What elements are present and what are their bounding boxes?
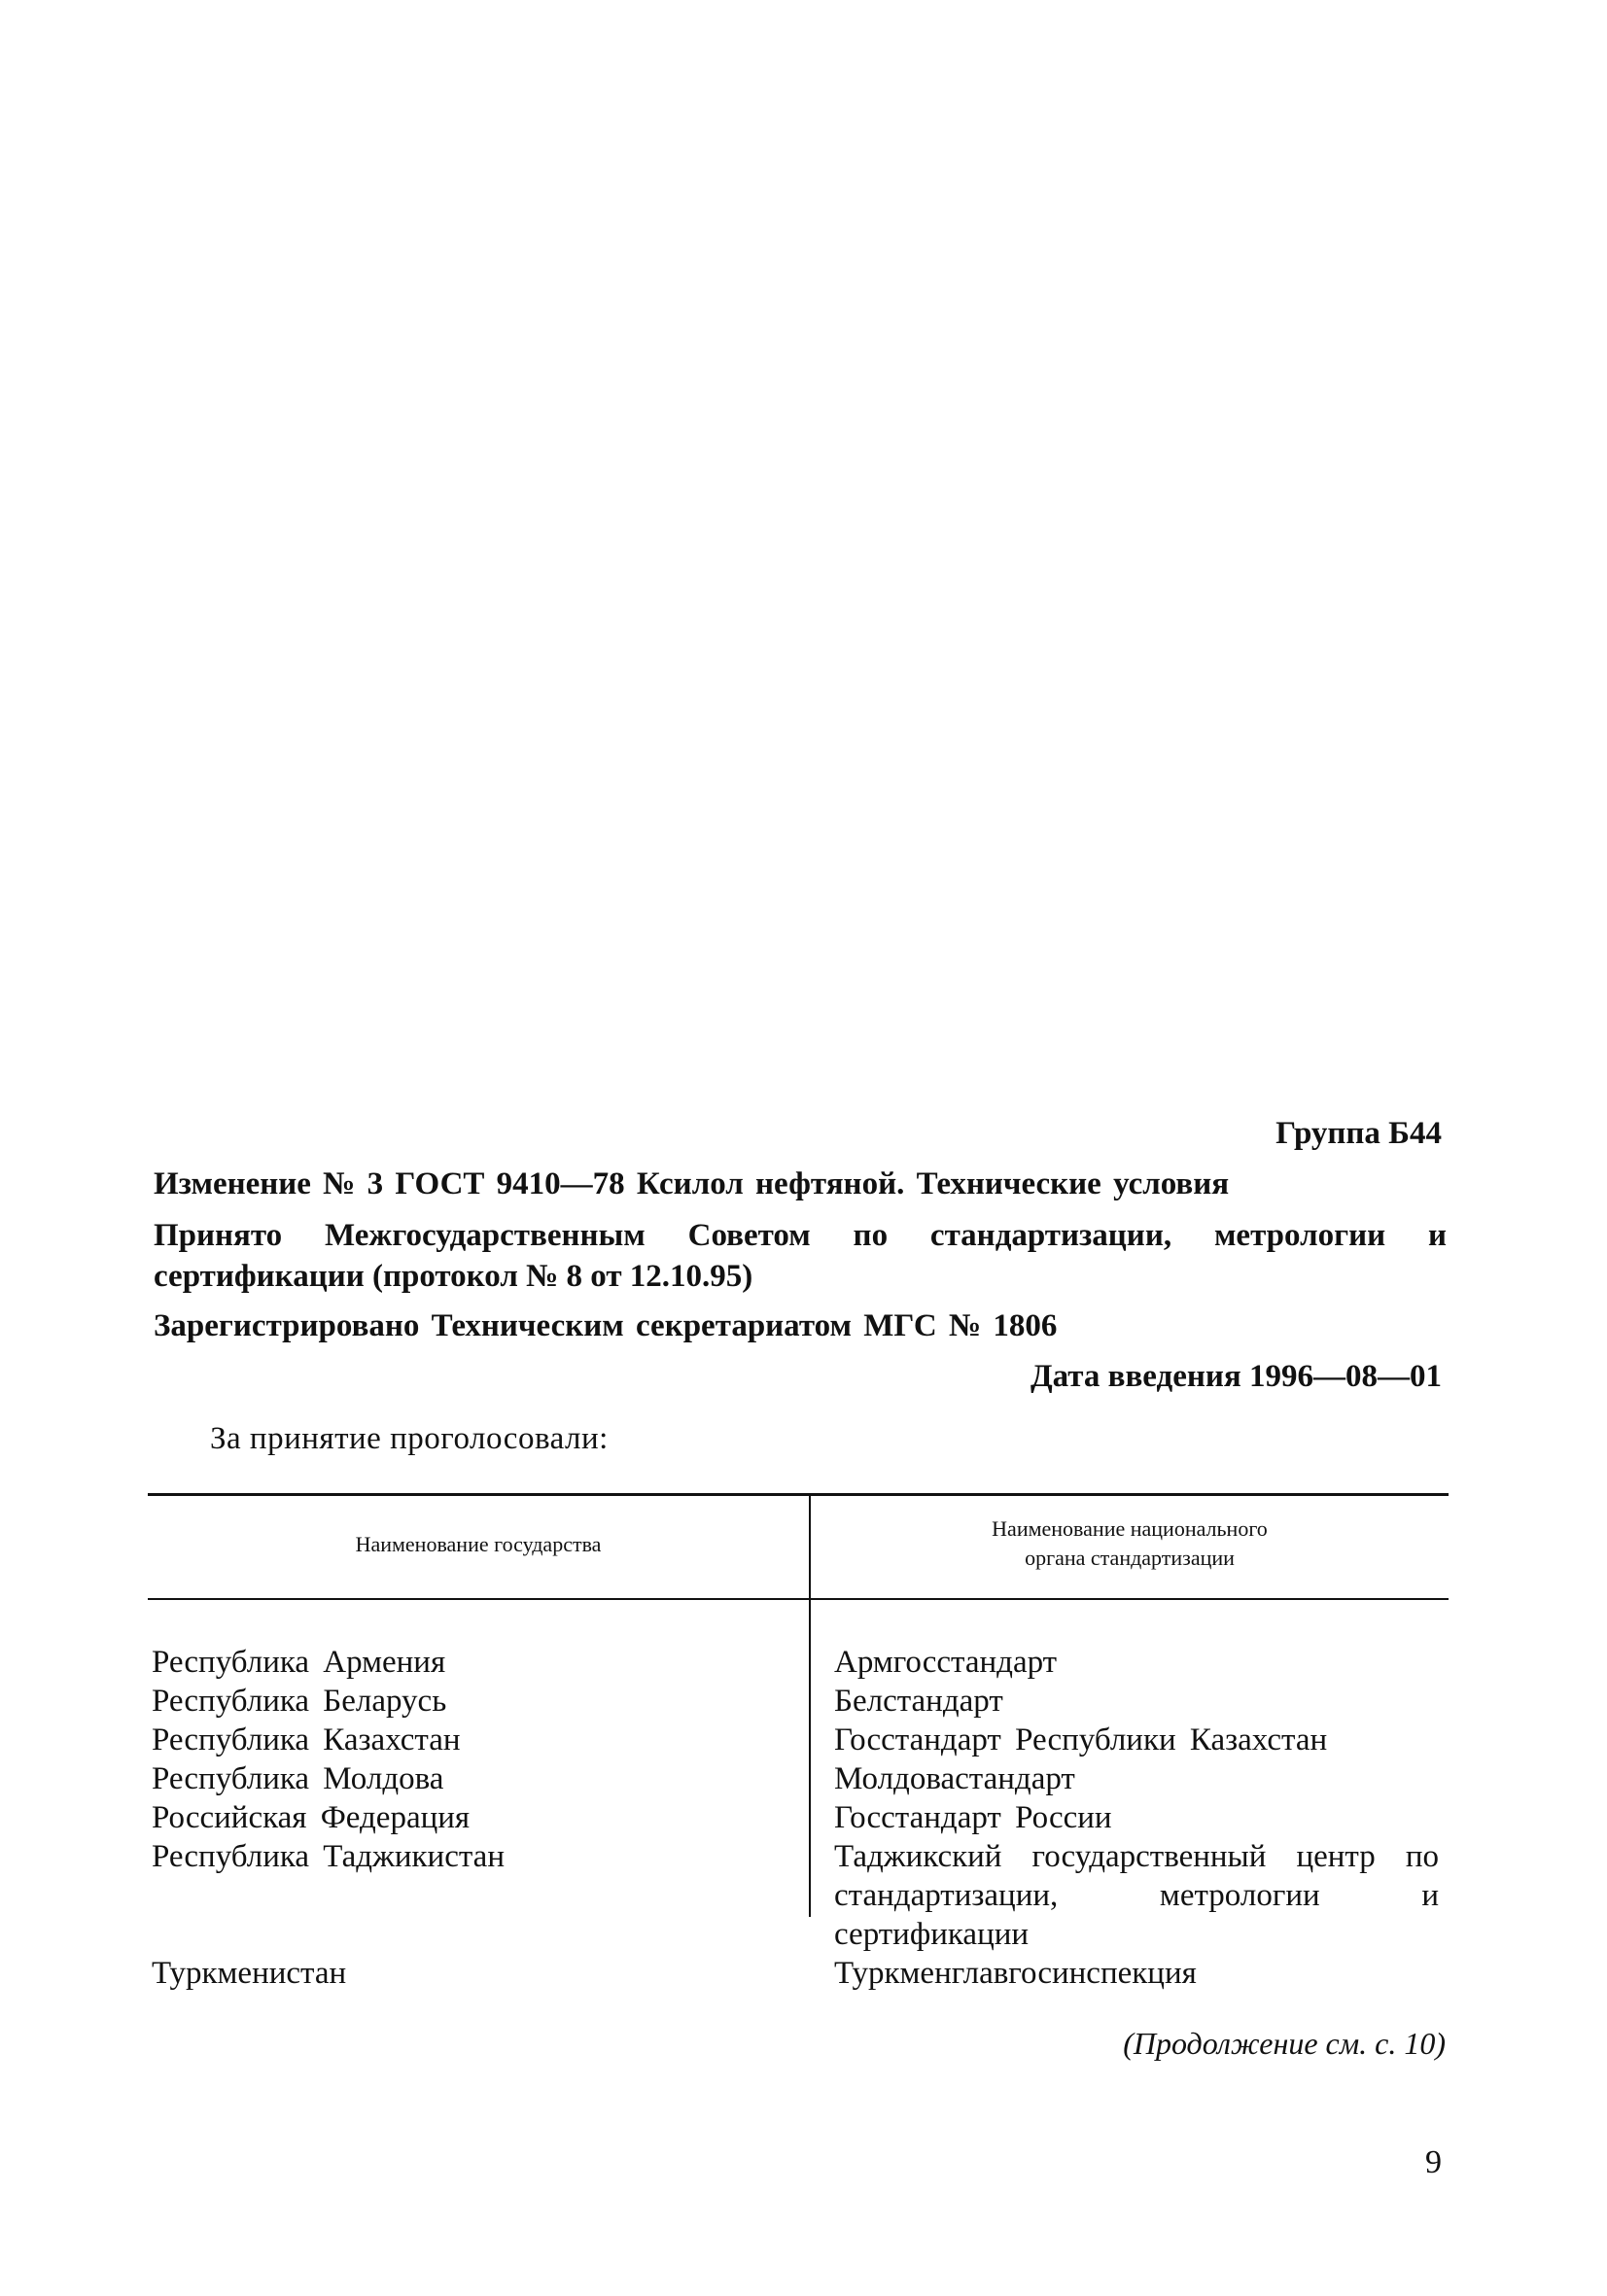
national-body-cell: Туркменглавгосинспекция	[834, 1956, 1197, 1991]
state-cell: Туркменистан	[152, 1956, 347, 1991]
group-label: Группа Б44	[1275, 1116, 1442, 1151]
state-cell: Российская Федерация	[152, 1800, 471, 1835]
header-state: Наименование государства	[355, 1532, 602, 1556]
continuation-note: (Продолжение см. с. 10)	[1123, 2026, 1446, 2061]
voting-table	[148, 1493, 1449, 1991]
state-cell: Республика Беларусь	[152, 1684, 447, 1719]
national-body-cell: Госстандарт России	[834, 1800, 1112, 1835]
table-top-rule	[148, 1493, 1449, 1496]
voted-intro: За принятие проголосовали:	[210, 1421, 609, 1456]
registration-statement: Зарегистрировано Техническим секретариатом МГС № 1806	[154, 1308, 1058, 1343]
state-cell: Республика Таджикистан	[152, 1839, 505, 1874]
national-body-cell: Белстандарт	[834, 1684, 1003, 1719]
change-title: Изменение № 3 ГОСТ 9410—78 Ксилол нефтяной. Технические условия	[154, 1166, 1230, 1201]
national-body-cell: Таджикский государственный центр по стандартизации, метрологии и сертификации	[834, 1839, 1439, 1952]
state-column	[152, 1643, 793, 1993]
table-header-rule	[148, 1598, 1449, 1600]
national-body-cell: Армгосстандарт	[834, 1645, 1058, 1680]
header-national-body-line1: Наименование национального	[992, 1516, 1268, 1541]
state-cell: Республика Армения	[152, 1645, 446, 1680]
state-cell: Республика Казахстан	[152, 1722, 461, 1757]
effective-date: Дата введения 1996—08—01	[1030, 1359, 1442, 1394]
page-number: 9	[1425, 2144, 1442, 2180]
national-body-column	[834, 1643, 1439, 1993]
header-national-body-line2: органа стандартизации	[1025, 1546, 1235, 1570]
adopted-statement: Принято Межгосударственным Советом по стандартизации, метрологии и сертификации (протокол № 8 от 12.10.95)	[154, 1218, 1447, 1294]
national-body-cell: Молдовастандарт	[834, 1761, 1075, 1796]
state-cell: Республика Молдова	[152, 1761, 444, 1796]
national-body-cell: Госстандарт Республики Казахстан	[834, 1722, 1328, 1757]
header-national-body	[811, 1514, 1449, 1573]
